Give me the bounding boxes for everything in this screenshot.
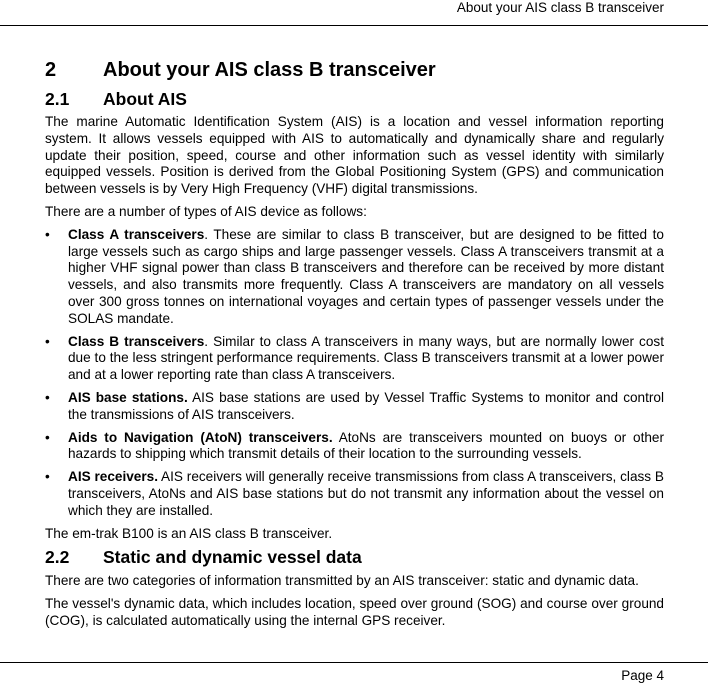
list-item-term: AIS base stations. — [68, 389, 188, 405]
list-item-receivers — [45, 469, 664, 519]
paragraph-device-types-intro: There are a number of types of AIS device as follows: — [45, 203, 367, 219]
list-item-text: AIS receivers will generally receive transmissions from class A transceivers, class B transceivers, AtoNs and AIS base stations but do not transmit any information about the vessel on which they are installed. — [68, 469, 664, 518]
subsection-heading-2-2 — [45, 545, 664, 569]
list-item-class-b — [45, 334, 664, 384]
subsection-title: Static and dynamic vessel data — [103, 547, 362, 568]
bullet-icon: • — [45, 226, 50, 242]
paragraph-em-trak: The em-trak B100 is an AIS class B transceiver. — [45, 525, 333, 541]
footer-rule — [0, 662, 708, 663]
subsection-number: 2.1 — [45, 89, 70, 109]
page-body — [45, 56, 664, 630]
list-item-class-a — [45, 227, 664, 328]
device-types-list — [45, 227, 664, 520]
subsection-title: About AIS — [103, 89, 187, 109]
section-number: 2 — [45, 59, 57, 81]
list-item-term: Class B transceivers — [68, 333, 205, 349]
list-item-term: Class A transceivers — [68, 226, 205, 242]
section-title: About your AIS class B transceiver — [103, 59, 436, 81]
list-item-text: AtoNs are transceivers mounted on buoys or other hazards to shipping which transmit details of their location to the surrounding vessels. — [68, 429, 664, 462]
bullet-icon: • — [45, 333, 50, 349]
list-item-text: . Similar to class A transceivers in many ways, but are normally lower cost due to the less stringent performance requirements. Class B transceivers transmit at a lower power and at a lower reporting rate than class A transceivers. — [68, 333, 664, 383]
list-item-term: Aids to Navigation (AtoN) transceivers. — [68, 429, 333, 445]
bullet-icon: • — [45, 429, 50, 445]
list-item-base-stations — [45, 390, 664, 424]
list-item-term: AIS receivers. — [68, 469, 158, 485]
subsection-heading-2-1 — [45, 87, 664, 111]
subsection-number: 2.2 — [45, 547, 70, 568]
section-heading — [45, 56, 664, 84]
paragraph-data-categories: There are two categories of information transmitted by an AIS transceiver: static and dynamic data. — [45, 573, 639, 589]
list-item-text: . These are similar to class B transceiver, but are designed to be fitted to large vessels such as cargo ships and large passenger vessels. Class A transceivers transmit at a higher VHF signal power than class B transceivers and therefore can be received by more distant vessels, and also transmits more frequently. Class A transceivers are mandatory on all vessels over 300 gross tonnes on international voyages and certain types of passenger vessels under the SOLAS mandate. — [68, 226, 664, 326]
bullet-icon: • — [45, 389, 50, 405]
bullet-icon: • — [45, 469, 50, 485]
running-header: About your AIS class B transceiver — [456, 0, 664, 15]
paragraph-dynamic-data: The vessel's dynamic data, which includes location, speed over ground (SOG) and course over ground (COG), is calculated automatically using the internal GPS receiver. — [45, 596, 664, 628]
paragraph-about-ais: The marine Automatic Identification System (AIS) is a location and vessel information reporting system. It allows vessels equipped with AIS to automatically and dynamically share and regularly update their position, speed, course and other information such as vessel identity with similarly equipped vessels. Position is derived from the Global Positioning System (GPS) and communication between vessels is by Very High Frequency (VHF) digital transmissions. — [45, 114, 664, 197]
list-item-aton — [45, 430, 664, 464]
header-rule — [0, 25, 708, 26]
page-number: Page 4 — [621, 668, 664, 683]
list-item-text: AIS base stations are used by Vessel Traffic Systems to monitor and control the transmissions of AIS transceivers. — [68, 389, 664, 422]
